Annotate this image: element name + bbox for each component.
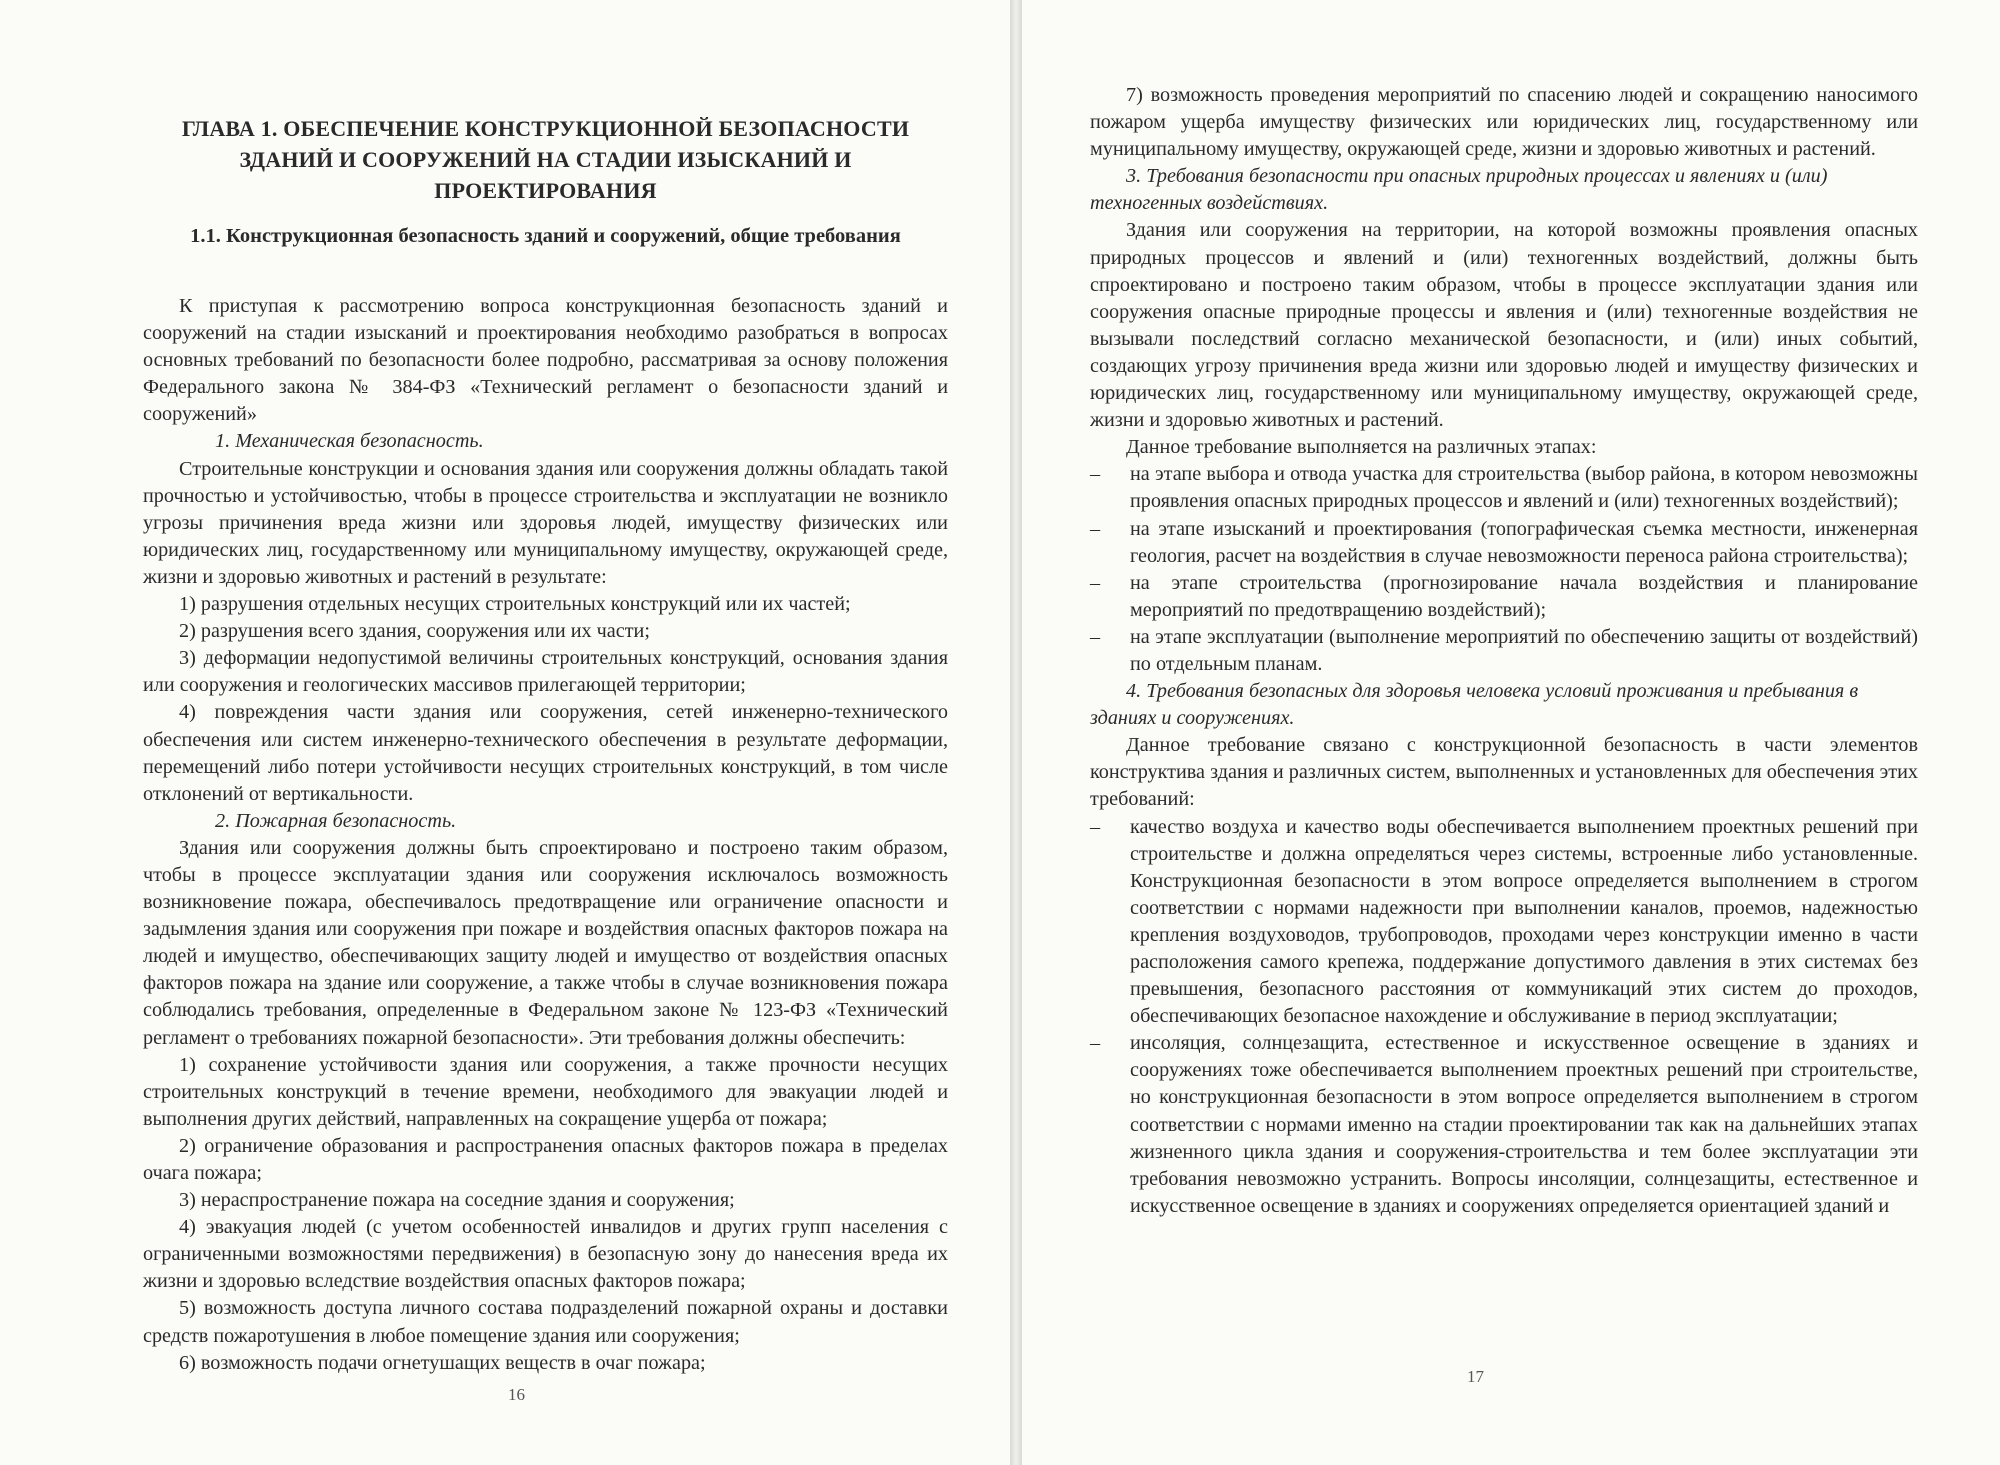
list-item: – инсоляция, солнцезащита, естественное и искусственное освещение в зданиях и сооружениях тоже обеспечивается выполнением проектных решений при строительстве, но конструкционная безопасности в этом вопросе определяется выполнением в строгом соответствии с нормами именно на стадии проектировании так как на дальнейших этапах жизненного цикла здания и сооружения-строительства и тем более эксплуатации эти требования невозможно устранить. Вопросы инсоляции, солнцезащиты, естественное и искусственное освещение в зданиях и сооружениях определяется ориентацией зданий и	[1090, 1032, 1918, 1217]
list-item: 4) повреждения части здания или сооружения, сетей инженерно-технического обеспечения или систем инженерно-технического обеспечения в результате деформации, перемещений либо потери устойчивости несущих строительных конструкций, в том числе отклонений от вертикальности.	[143, 701, 948, 805]
list-item: 5) возможность доступа личного состава подразделений пожарной охраны и доставки средств пожаротушения в любое помещение здания или сооружения;	[143, 1297, 948, 1347]
intro-paragraph: К приступая к рассмотрению вопроса конструкционная безопасность зданий и сооружений на стадии изысканий и проектирования необходимо разобраться в вопросах основных требований по безопасности более подробно, рассматривая за основу положения Федерального закона № 384-ФЗ «Технический регламент о безопасности зданий и сооружений»	[143, 295, 948, 426]
heading-fire-safety: 2. Пожарная безопасность.	[215, 809, 457, 832]
book-gutter	[1010, 0, 1022, 1465]
list-item: – на этапе строительства (прогнозирование начала воздействия и планирование мероприятий по предотвращению воздействий);	[1090, 571, 1918, 621]
heading-health-conditions: 4. Требования безопасных для здоровья человека условий проживания и пребывания в зданиях и сооружениях.	[1090, 680, 1859, 730]
paragraph-stages: Данное требование выполняется на различных этапах:	[1126, 436, 1597, 459]
chapter-title: ГЛАВА 1. ОБЕСПЕЧЕНИЕ КОНСТРУКЦИОННОЙ БЕЗОПАСНОСТИ ЗДАНИЙ И СООРУЖЕНИЙ НА СТАДИИ ИЗЫСКАНИЙ И ПРОЕКТИРОВАНИЯ	[181, 116, 910, 203]
paragraph-natural-hazards: Здания или сооружения на территории, на которой возможны проявления опасных природных процессов и явлений и (или) техногенных воздействий, должны быть спроектировано и построено таким образом, чтобы в процессе эксплуатации здания или сооружения опасные природные процессы и явления и (или) техногенные воздействия не вызывали последствий согласно механической безопасности, и (или) иных событий, создающих угрозу причинения вреда жизни или здоровью людей и имуществу физических и юридических лиц, государственному или муниципальному имуществу, окружающей среде, жизни и здоровью животных и растений.	[1090, 219, 1918, 432]
heading-natural-hazards: 3. Требования безопасности при опасных природных процессах и явлениях и (или) техногенных воздействиях.	[1090, 165, 1828, 215]
list-item: 7) возможность проведения мероприятий по спасению людей и сокращению наносимого пожаром ущерба имуществу физических или юридических лиц, государственному или муниципальному имуществу, окружающей среде, жизни и здоровью животных и растений.	[1090, 84, 1918, 161]
list-item: 3) деформации недопустимой величины строительных конструкций, основания здания или сооружения и геологических массивов прилегающей территории;	[143, 647, 948, 697]
list-item: 1) разрушения отдельных несущих строительных конструкций или их частей;	[179, 593, 851, 616]
paragraph-mechanical: Строительные конструкции и основания здания или сооружения должны обладать такой прочностью и устойчивостью, чтобы в процессе строительства и эксплуатации не возникло угрозы причинения вреда жизни или здоровья людей, имуществу физических или юридических лиц, государственному или муниципальному имуществу, окружающей среде, жизни и здоровью животных и растений в результате:	[143, 457, 948, 588]
list-item: – качество воздуха и качество воды обеспечивается выполнением проектных решений при строительстве и должна определяться через системы, встроенные либо установленные. Конструкционная безопасности в этом вопросе определяется выполнением в строгом соответствии с нормами надежности при выполнении каналов, проемов, надежностью крепления воздуховодов, трубопроводов, проходами через конструкции именно в части расположения самого крепежа, поддержание допустимого давления в этих системах без превышения, безопасного расстояния от коммуникаций этих систем до проходов, обеспечивающих безопасное нахождение и обслуживание в период эксплуатации;	[1090, 815, 1918, 1028]
list-item: 4) эвакуация людей (с учетом особенностей инвалидов и других групп населения с ограниченными возможностями передвижения) в безопасную зону до нанесения вреда их жизни и здоровью вследствие воздействия опасных факторов пожара;	[143, 1216, 948, 1293]
list-item: 1) сохранение устойчивости здания или сооружения, а также прочности несущих строительных конструкций в течение времени, необходимого для эвакуации людей и выполнения других действий, направленных на сокращение ущерба от пожара;	[143, 1053, 948, 1130]
right-page-content	[1090, 82, 1918, 1220]
dash-marker: –	[1090, 463, 1101, 486]
section-title: 1.1. Конструкционная безопасность зданий и сооружений, общие требования	[190, 225, 901, 247]
dash-marker: –	[1090, 571, 1101, 594]
list-item: – на этапе выбора и отвода участка для строительства (выбор района, в котором невозможны проявления опасных природных процессов и явлений и (или) техногенных воздействий);	[1090, 463, 1918, 513]
left-page-content	[143, 113, 948, 1377]
dash-marker: –	[1090, 517, 1101, 540]
heading-mechanical-safety: 1. Механическая безопасность.	[215, 430, 484, 453]
dash-marker: –	[1090, 815, 1101, 838]
list-item: 3) нераспространение пожара на соседние здания и сооружения;	[179, 1189, 735, 1212]
page-number-left: 16	[508, 1385, 525, 1404]
right-page	[1022, 0, 2000, 1465]
page-number-right: 17	[1467, 1367, 1484, 1386]
paragraph-fire: Здания или сооружения должны быть спроектировано и построено таким образом, чтобы в процессе эксплуатации здания или сооружения исключалось возможность возникновение пожара, обеспечивалось предотвращение или ограничение опасности и задымления здания или сооружения при пожаре и воздействия опасных факторов пожара на людей и имущество, обеспечивающих защиту людей и имущество от воздействия опасных факторов пожара на здание или сооружение, а также чтобы в случае возникновения пожара соблюдались требования, определенные в Федеральном законе № 123-ФЗ «Технический регламент о требованиях пожарной безопасности». Эти требования должны обеспечить:	[143, 836, 948, 1049]
list-item: – на этапе изысканий и проектирования (топографическая съемка местности, инженерная геология, расчет на воздействия в случае невозможности переноса района строительства);	[1090, 517, 1918, 567]
paragraph-health: Данное требование связано с конструкционной безопасность в части элементов конструктива здания и различных систем, выполненных и установленных для обеспечения этих требований:	[1090, 734, 1918, 811]
dash-marker: –	[1090, 1032, 1101, 1055]
dash-marker: –	[1090, 625, 1101, 648]
list-item: 2) ограничение образования и распространения опасных факторов пожара в пределах очага пожара;	[143, 1134, 948, 1184]
list-item: 6) возможность подачи огнетушащих веществ в очаг пожара;	[179, 1351, 706, 1374]
list-item: 2) разрушения всего здания, сооружения или их части;	[179, 620, 650, 643]
list-item: – на этапе эксплуатации (выполнение мероприятий по обеспечению защиты от воздействий) по отдельным планам.	[1090, 625, 1918, 675]
